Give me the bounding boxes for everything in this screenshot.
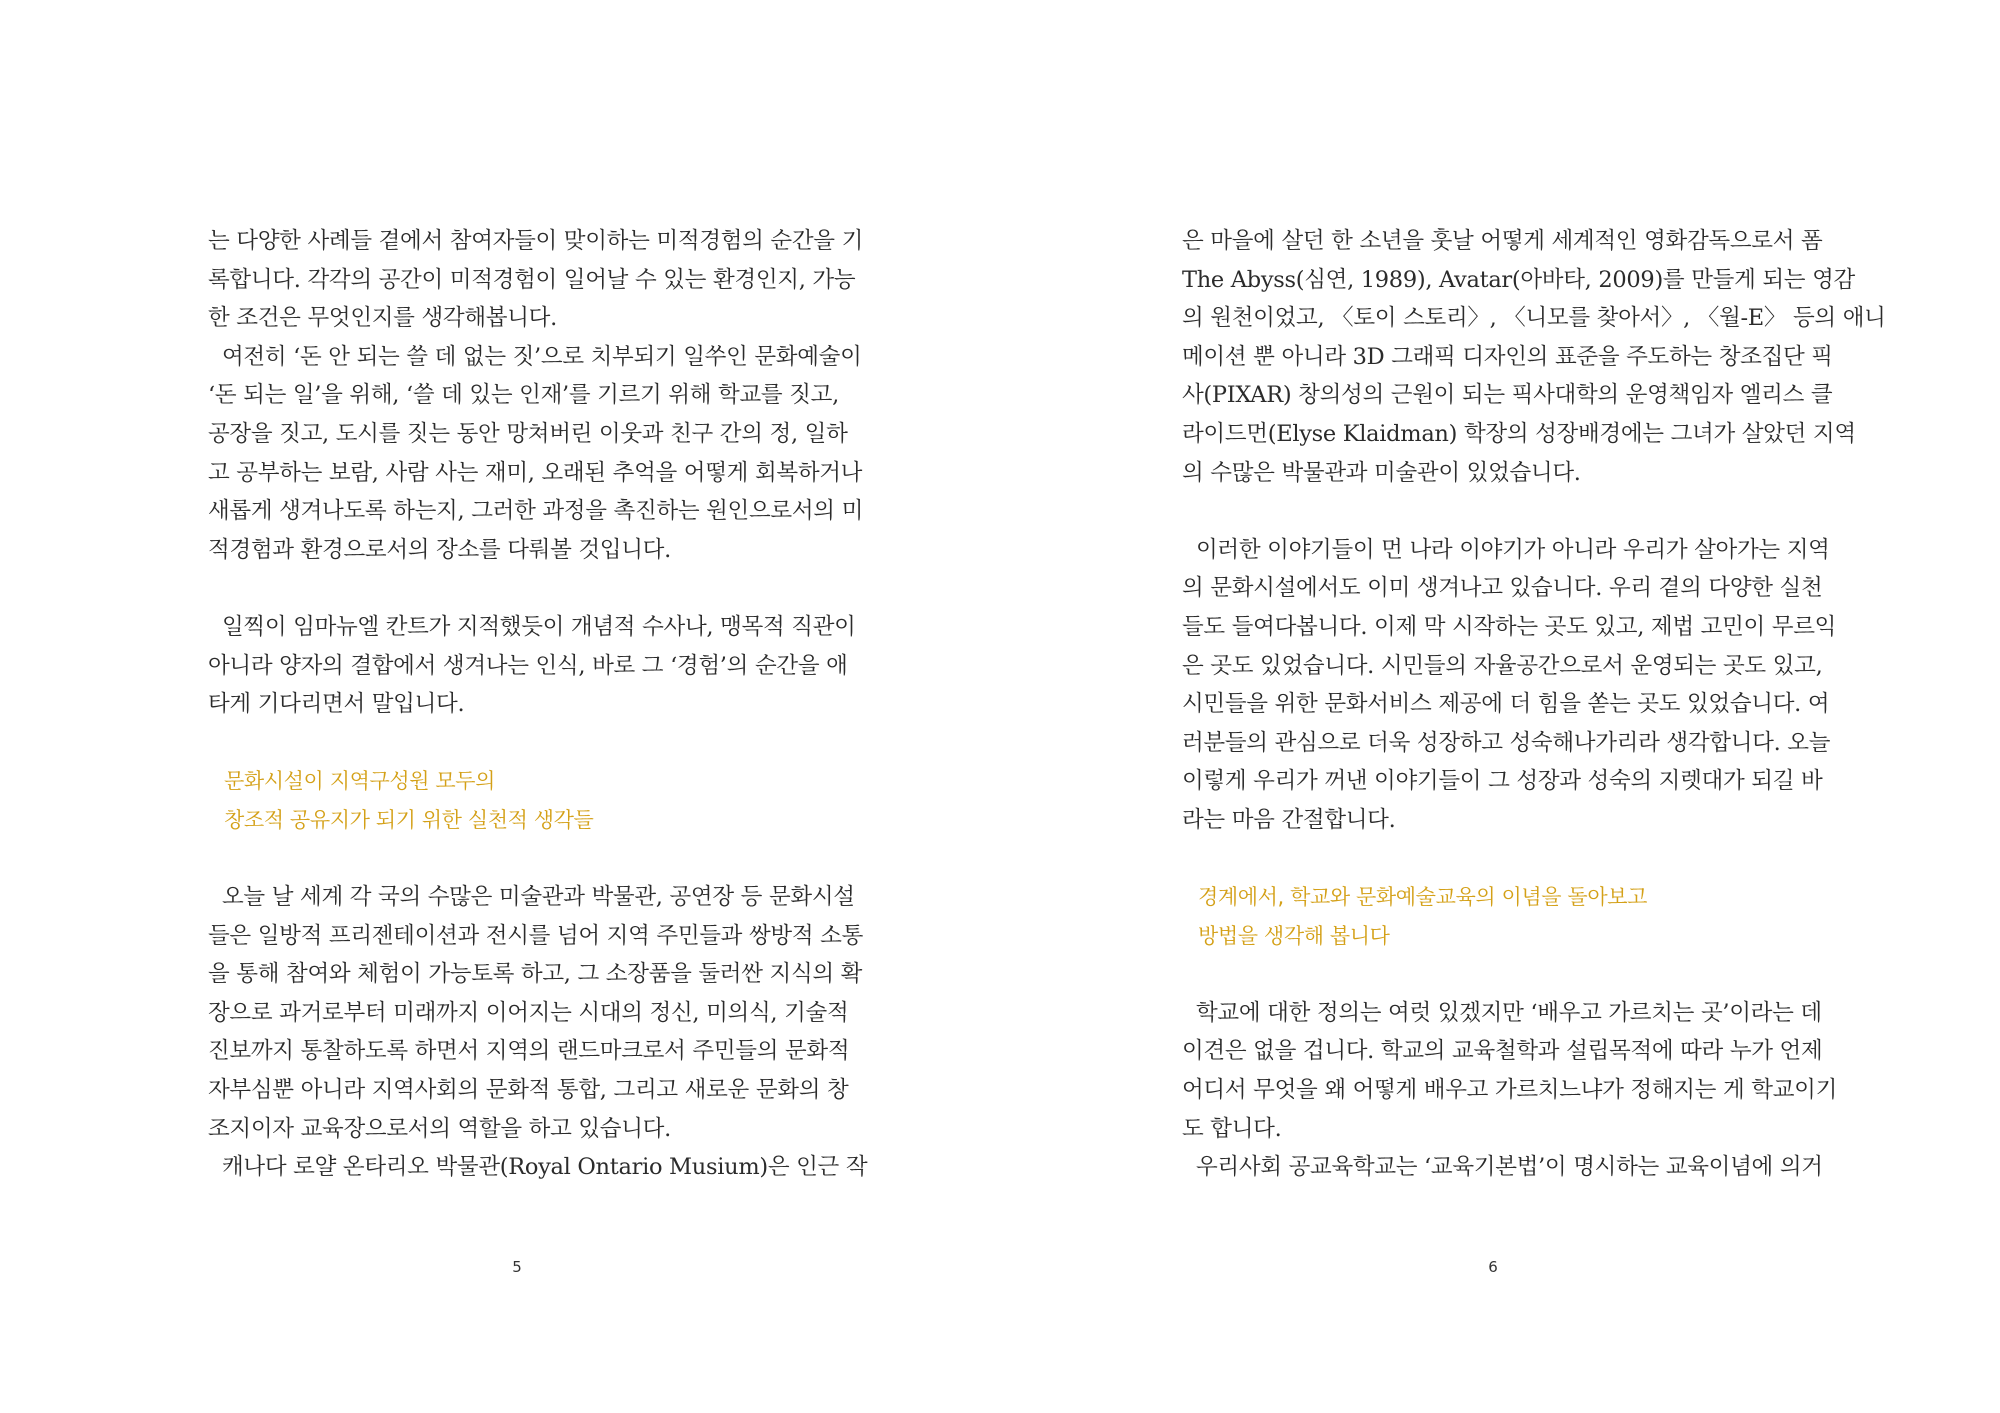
paragraph [208, 1148, 868, 1187]
text-line: 일찍이 임마뉴엘 칸트가 지적했듯이 개념적 수사나, 맹목적 직관이 [222, 613, 856, 640]
paragraph [208, 338, 863, 570]
text-line: 메이션 뿐 아니라 3D 그래픽 디자인의 표준을 주도하는 창조집단 픽 [1182, 343, 1833, 370]
text-line: 오늘 날 세계 각 국의 수많은 미술관과 박물관, 공연장 등 문화시설 [222, 884, 855, 911]
text-line: 고 공부하는 보람, 사람 사는 재미, 오래된 추억을 어떻게 회복하거나 [208, 459, 863, 486]
paragraph [208, 608, 856, 724]
text-line: 는 다양한 사례들 곁에서 참여자들이 맞이하는 미적경험의 순간을 기 [208, 228, 863, 254]
text-line: 은 곳도 있었습니다. 시민들의 자율공간으로서 운영되는 곳도 있고, [1182, 652, 1823, 679]
text-line: 진보까지 통찰하도록 하면서 지역의 랜드마크로서 주민들의 문화적 [208, 1038, 850, 1065]
text-line: 라는 마음 간절합니다. [1182, 806, 1396, 833]
text-line: 의 원천이었고, 〈토이 스토리〉, 〈니모를 찾아서〉, 〈월-E〉 등의 애니 [1182, 305, 1886, 332]
heading-line: 문화시설이 지역구성원 모두의 [224, 769, 496, 794]
text-line: 러분들의 관심으로 더욱 성장하고 성숙해나가리라 생각합니다. 오늘 [1182, 729, 1831, 756]
text-line: 어디서 무엇을 왜 어떻게 배우고 가르치느냐가 정해지는 게 학교이기 [1182, 1077, 1837, 1104]
text-line: 학교에 대한 정의는 여럿 있겠지만 ‘배우고 가르치는 곳’이라는 데 [1196, 999, 1822, 1026]
text-line: The Abyss(심연, 1989), Avatar(아바타, 2009)를 만들게 되는 영감 [1182, 266, 1855, 293]
text-line: 여전히 ‘돈 안 되는 쓸 데 없는 짓’으로 치부되기 일쑤인 문화예술이 [222, 343, 862, 370]
text-line: 라이드먼(Elyse Klaidman) 학장의 성장배경에는 그녀가 살았던 지역 [1182, 420, 1856, 447]
text-line: 이러한 이야기들이 먼 나라 이야기가 아니라 우리가 살아가는 지역 [1196, 536, 1830, 563]
text-line: 을 통해 참여와 체험이 가능토록 하고, 그 소장품을 둘러싼 지식의 확 [208, 961, 863, 988]
text-line: 캐나다 로얄 온타리오 박물관(Royal Ontario Musium)은 인근 작 [222, 1154, 868, 1181]
text-line: 이렇게 우리가 꺼낸 이야기들이 그 성장과 성숙의 지렛대가 되길 바 [1182, 768, 1823, 795]
text-line: 한 조건은 무엇인지를 생각해봅니다. [208, 305, 557, 332]
text-line: 이견은 없을 겁니다. 학교의 교육철학과 설립목적에 따라 누가 언제 [1182, 1038, 1823, 1065]
text-line: 사(PIXAR) 창의성의 근원이 되는 픽사대학의 운영책임자 엘리스 클 [1182, 382, 1833, 409]
text-line: 조지이자 교육장으로서의 역할을 하고 있습니다. [208, 1115, 671, 1142]
heading-line: 방법을 생각해 봅니다 [1198, 923, 1390, 948]
text-line: 아니라 양자의 결합에서 생겨나는 인식, 바로 그 ‘경험’의 순간을 애 [208, 652, 848, 679]
text-line: ‘돈 되는 일’을 위해, ‘쓸 데 있는 인재’를 기르기 위해 학교를 짓고, [208, 382, 839, 409]
paragraph [208, 878, 863, 1148]
text-line: 적경험과 환경으로서의 장소를 다뤄볼 것입니다. [208, 536, 671, 563]
text-line: 록합니다. 각각의 공간이 미적경험이 일어날 수 있는 환경인지, 가능 [208, 266, 856, 293]
paragraph [1182, 994, 1837, 1148]
text-line: 장으로 과거로부터 미래까지 이어지는 시대의 정신, 미의식, 기술적 [208, 999, 849, 1026]
text-line: 타게 기다리면서 말입니다. [208, 691, 465, 718]
text-line: 시민들을 위한 문화서비스 제공에 더 힘을 쏟는 곳도 있었습니다. 여 [1182, 691, 1830, 718]
paragraph [1182, 222, 1886, 492]
text-line: 자부심뿐 아니라 지역사회의 문화적 통합, 그리고 새로운 문화의 창 [208, 1077, 849, 1104]
section-heading [208, 762, 830, 839]
page-number: 6 [1488, 1258, 1498, 1276]
text-line: 의 수많은 박물관과 미술관이 있었습니다. [1182, 459, 1581, 486]
text-line: 은 마을에 살던 한 소년을 훗날 어떻게 세계적인 영화감독으로서 폼 [1182, 228, 1823, 254]
right-text-column [1182, 222, 1886, 1187]
heading-line: 경계에서, 학교와 문화예술교육의 이념을 돌아보고 [1198, 885, 1647, 910]
heading-line: 창조적 공유지가 되기 위한 실천적 생각들 [224, 807, 594, 832]
text-line: 들도 들여다봅니다. 이제 막 시작하는 곳도 있고, 제법 고민이 무르익 [1182, 613, 1837, 640]
text-line: 도 합니다. [1182, 1115, 1282, 1142]
left-text-column [208, 222, 868, 1187]
right-page [1000, 0, 2000, 1413]
page-number: 5 [512, 1258, 522, 1276]
paragraph [1182, 531, 1837, 840]
paragraph [1182, 1148, 1823, 1187]
text-line: 우리사회 공교육학교는 ‘교육기본법’이 명시하는 교육이념에 의거 [1196, 1154, 1823, 1181]
paragraph [208, 222, 863, 338]
text-line: 공장을 짓고, 도시를 짓는 동안 망쳐버린 이웃과 친구 간의 정, 일하 [208, 420, 848, 447]
text-line: 새롭게 생겨나도록 하는지, 그러한 과정을 촉진하는 원인으로서의 미 [208, 498, 863, 525]
text-line: 의 문화시설에서도 이미 생겨나고 있습니다. 우리 곁의 다양한 실천 [1182, 575, 1823, 602]
text-line: 들은 일방적 프리젠테이션과 전시를 넘어 지역 주민들과 쌍방적 소통 [208, 922, 863, 949]
section-heading [1182, 878, 1804, 955]
